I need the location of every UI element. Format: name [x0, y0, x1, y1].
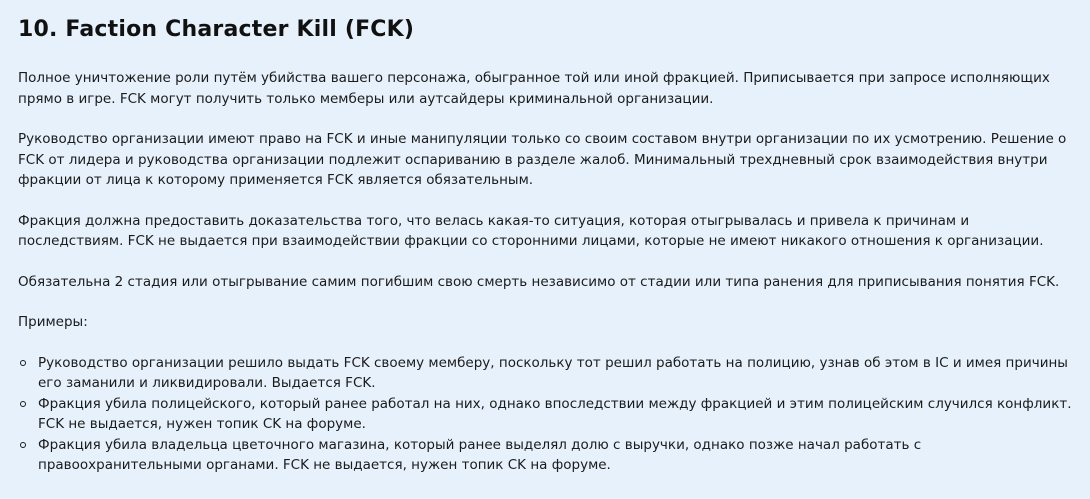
paragraph-leadership-rights: Руководство организации имеют право на FCK и иные манипуляции только со своим составом внутри организации по их усмотрению. Решение о FCK от лидера и руководства организации подлежит оспариванию в разделе жалоб. Минимальный трехдневный срок взаимодействия внутри фракции от лица к которому применяется FCK является обязательным.: [18, 131, 1067, 188]
circle-bullet-icon: [20, 360, 26, 366]
examples-list: [18, 353, 1072, 476]
circle-bullet-icon: [20, 442, 26, 448]
examples-label: Примеры:: [18, 314, 88, 330]
circle-bullet-icon: [20, 401, 26, 407]
list-item: [18, 435, 1072, 476]
paragraph-requirement: Обязательна 2 стадия или отыгрывание самим погибшим свою смерть независимо от стадии или типа ранения для приписывания понятия FCK.: [18, 273, 1060, 290]
paragraph-evidence: Фракция должна предоставить доказательства того, что велась какая-то ситуация, которая отыгрывалась и привела к причинам и последствиям. FCK не выдается при взаимодействии фракции со сторонними лицами, которые не имеют никакого отношения к организации.: [18, 212, 1044, 249]
section-heading: 10. Faction Character Kill (FCK): [18, 17, 415, 42]
paragraph-definition: Полное уничтожение роли путём убийства вашего персонажа, обыгранное той или иной фракцией. Приписывается при запросе исполняющих прямо в игре. FCK могут получить только мемберы или аутсайдеры криминальной организации.: [18, 70, 1050, 107]
list-item: [18, 353, 1072, 394]
example-text: Руководство организации решило выдать FCK своему мемберу, поскольку тот решил работать на полицию, узнав об этом в IC и имея причины его заманили и ликвидировали. Выдается FCK.: [38, 354, 1068, 391]
example-text: Фракция убила владельца цветочного магазина, который ранее выделял долю с выручки, однако позже начал работать с правоохранительными органами. FCK не выдается, нужен топик CK на форуме.: [38, 436, 922, 473]
example-text: Фракция убила полицейского, который ранее работал на них, однако впоследствии между фракцией и этим полицейским случился конфликт. FCK не выдается, нужен топик CK на форуме.: [38, 395, 1072, 432]
list-item: [18, 394, 1072, 435]
